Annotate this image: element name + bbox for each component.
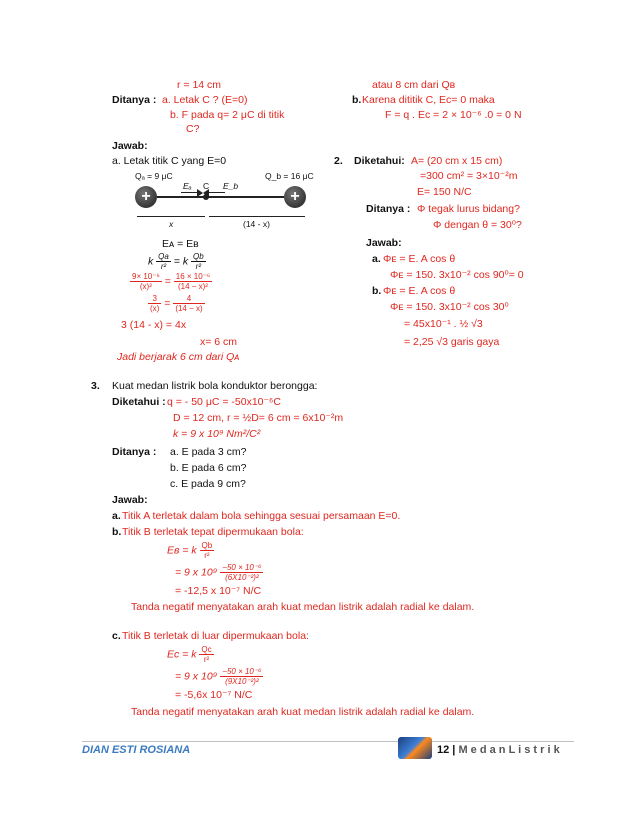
s3-answer-a-label: a. [112,510,121,522]
right-qb-distance: atau 8 cm dari Qʙ [372,79,456,91]
charge-diagram [133,170,314,235]
diagram-c-label: C [203,181,210,191]
s3-answer-a: Titik A terletak dalam bola sehingga sesuai persamaan E=0. [122,510,401,522]
given-area: A= (20 cm x 15 cm) [411,155,503,167]
footer-divider [82,741,574,742]
s3-ec-formula: Ec = k $\frac{Qc}{\text{r²}}$ [167,645,212,664]
s3-eb-result: = -12,5 x 10⁻⁷ N/C [175,585,262,597]
eq-root-ratio: $\frac{3}{(x)}$ = $\frac{4}{(14 - x)}$ [150,294,203,313]
s3-answer-c: Titik B terletak di luar dipermukaan bola: [122,630,309,642]
s3-jawab-label: Jawab: [112,494,148,506]
eq-numeric-ratio: $\frac{\text{9× 10⁻⁶}}{\text{(x)²}}$ = $\frac{\text{16 × 10⁻⁶}}{\text{(14 − x)²}}$ [132,272,211,291]
s3-answer-b-label: b. [112,526,122,538]
ditanya-b: b. F pada q= 2 μC di titik [170,109,285,121]
diagram-qa-label: Qₐ = 9 μC [135,171,173,181]
s3-given-charge: q = - 50 μC = -50x10⁻⁶C [167,396,281,408]
ditanya-b-cont: C? [186,123,200,135]
eq-linear: 3 (14 - x) = 4x [121,319,187,331]
given-field: E= 150 N/C [417,186,472,198]
x-dimension-line [137,216,205,217]
s3-given-k: k = 9 x 10⁹ Nm²/C² [173,428,261,440]
footer-author: DIAN ESTI ROSIANA [82,744,191,756]
diagram-x-label: x [169,219,174,229]
s3-ditanya-label: Ditanya : [112,446,157,458]
s3-given-diameter: D = 12 cm, r = ½D= 6 cm = 6x10⁻²m [173,412,344,424]
flux-result-b: = 2,25 √3 garis gaya [404,336,500,348]
footer-doc-title: M e d a n L i s t r i k [458,744,560,756]
s3-answer-b: Titik B terletak tepat dipermukaan bola: [122,526,304,538]
result-text: Jadi berjarak 6 cm dari Qᴀ [117,351,240,363]
s3-eb-sub: = 9 x 10⁹ $\frac{\text{−50 × 10⁻⁶}}{\text{(6X10⁻²)²}}$ [175,563,262,582]
charge-a-icon: + [135,186,157,208]
footer-logo-icon [398,737,432,759]
s3-question-b: b. E pada 6 cm? [170,462,247,474]
answer-a-line: a. Letak titik C yang E=0 [112,155,227,167]
asked-flux-angle: Φ dengan θ = 30⁰? [433,219,522,231]
connecting-line [157,196,284,198]
right-ditanya-label: Ditanya : [366,203,411,215]
s3-note-c: Tanda negatif menyatakan arah kuat medan listrik adalah radial ke dalam. [131,706,475,718]
s3-ec-sub: = 9 x 10⁹ $\frac{\text{−50 × 10⁻⁶}}{\text{(9X10⁻²)²}}$ [175,667,262,686]
s3-ec-result: = -5,6x 10⁻⁷ N/C [175,689,253,701]
s3-note-b: Tanda negatif menyatakan arah kuat medan listrik adalah radial ke dalam. [131,601,475,613]
given-area-conv: =300 cm² = 3×10⁻²m [420,170,518,182]
footer-page-title: 12 | M e d a n L i s t r i k [437,744,560,756]
flux-formula-b: Φᴇ = E. A cos θ [383,285,456,297]
flux-calc-a: Φᴇ = 150. 3x10⁻² cos 90⁰= 0 [390,269,524,281]
asked-flux-perp: Φ tegak lurus bidang? [417,203,520,215]
s3-question-c: c. E pada 9 cm? [170,478,246,490]
s3-diketahui-label: Diketahui : [112,396,166,408]
right-b-text: Karena dititik C, Ec= 0 maka [362,94,495,106]
eq-x-result: x= 6 cm [200,336,238,348]
right-jawab-label: Jawab: [366,237,402,249]
charge-b-icon: + [284,186,306,208]
given-r: r = 14 cm [177,79,222,91]
right-a-label: a. [372,253,381,265]
problem-3-title: Kuat medan listrik bola konduktor berongga: [112,380,318,392]
problem-2-number: 2. [334,155,343,167]
diagram-ea-label: Eₐ [183,181,192,191]
eq-kq-r2: k $\frac{Qa}{\text{r²}}$ = k $\frac{Qb}{\text{r²}}$ [148,252,204,271]
right-force-eq: F = q . Ec = 2 × 10⁻⁶ .0 = 0 N [385,109,522,121]
flux-formula-a: Φᴇ = E. A cos θ [383,253,456,265]
right-b-label: b. [352,94,362,106]
point-c-icon [203,194,209,200]
flux-calc-b: Φᴇ = 150. 3x10⁻² cos 30⁰ [390,301,509,313]
ditanya-a: a. Letak C ? (E=0) [162,94,248,106]
footer-page-number: 12 [437,744,450,756]
y-dimension-line [209,216,305,217]
eq-ea-eb: Eᴀ = Eʙ [162,238,199,250]
diagram-qb-label: Q_b = 16 μC [265,171,314,181]
flux-calc-b2: = 45x10⁻¹ . ½ √3 [404,318,483,330]
ditanya-label: Ditanya : [112,94,157,106]
s3-eb-formula: Eʙ = k $\frac{Qb}{\text{r²}}$ [167,541,213,560]
diketahui-label: Diketahui: [354,155,405,167]
diagram-eb-label: E_b [223,181,239,191]
jawab-label: Jawab: [112,140,148,152]
right-b2-label: b. [372,285,382,297]
problem-3-number: 3. [91,380,100,392]
diagram-y-label: (14 - x) [243,219,270,229]
s3-question-a: a. E pada 3 cm? [170,446,247,458]
s3-answer-c-label: c. [112,630,121,642]
